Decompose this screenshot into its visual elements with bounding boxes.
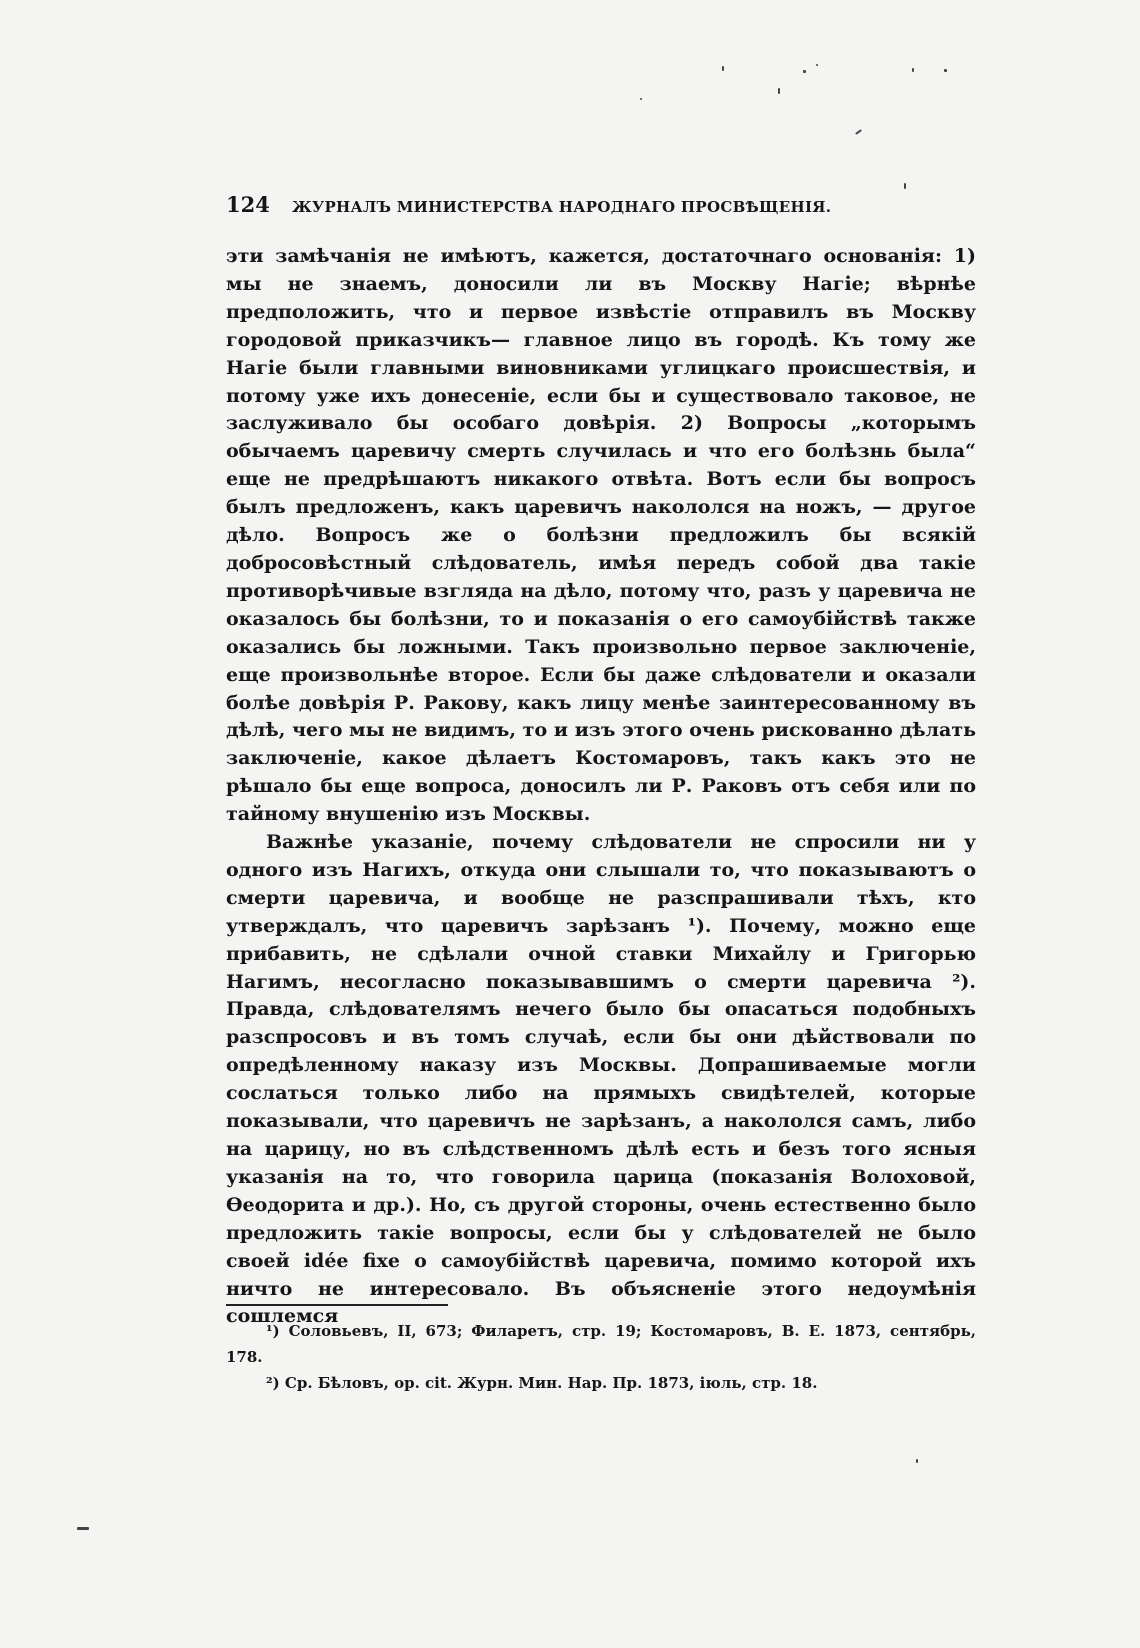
page-number: 124 bbox=[226, 192, 270, 217]
scan-speck bbox=[77, 1527, 89, 1530]
scan-speck bbox=[816, 64, 818, 66]
page-header bbox=[226, 192, 976, 217]
scan-speck bbox=[916, 1459, 918, 1463]
footnote-1: ¹) Соловьевъ, II, 673; Филаретъ, стр. 19; Костомаровъ, В. Е. 1873, сентябрь, 178. bbox=[226, 1322, 976, 1366]
paragraph-2: Важнѣе указаніе, почему слѣдователи не спросили ни у одного изъ Нагихъ, откуда они слышали то, что показываютъ о смерти царевича, и вообще не разспрашивали тѣхъ, кто утверждалъ, что царевичъ зарѣзанъ ¹). Почему, можно еще прибавить, не сдѣлали очной ставки Михайлу и Григорью Нагимъ, несогласно показывавшимъ о смерти царевича ²). Правда, слѣдователямъ нечего было бы опасаться подобныхъ разспросовъ и въ томъ случаѣ, если бы они дѣйствовали по опредѣленному наказу изъ Москвы. Допрашиваемые могли сослаться только либо на прямыхъ свидѣтелей, которые показывали, что царевичъ не зарѣзанъ, а накололся самъ, либо на царицу, но въ слѣдственномъ дѣлѣ есть и безъ того ясныя указанія на то, что говорила царица (показанія Волоховой, Ѳеодорита и др.). Но, съ другой стороны, очень естественно было предложить такіе вопросы, если бы у слѣдователей не было своей idée fixe о самоубійствѣ царевича, помимо которой ихъ ничто не интересовало. Въ объясненіе этого недоумѣнія сошлемся bbox=[226, 831, 976, 1328]
footnote-divider bbox=[226, 1304, 448, 1306]
scan-speck bbox=[722, 66, 724, 71]
scan-speck bbox=[640, 98, 642, 100]
scan-speck bbox=[944, 69, 947, 72]
scan-speck bbox=[904, 183, 906, 189]
footnote-2: ²) Ср. Бѣловъ, op. cit. Журн. Мин. Нар. Пр. 1873, іюль, стр. 18. bbox=[266, 1374, 818, 1392]
paragraph-1: эти замѣчанія не имѣютъ, кажется, достаточнаго основанія: 1) мы не знаемъ, доносили ли въ Москву Нагіе; вѣрнѣе предположить, что и первое извѣстіе отправилъ въ Москву городовой приказчикъ— главное лицо въ городѣ. Къ тому же Нагіе были главными виновниками углицкаго происшествія, и потому уже ихъ донесеніе, если бы и существовало таковое, не заслуживало бы особаго довѣрія. 2) Вопросы „которымъ обычаемъ царевичу смерть случилась и что его болѣзнь была“ еще не предрѣшаютъ никакого отвѣта. Вотъ если бы вопросъ былъ предложенъ, какъ царевичъ накололся на ножъ, — другое дѣло. Вопросъ же о болѣзни предложилъ бы всякій добросовѣстный слѣдователь, имѣя передъ собой два такіе противорѣчивые взгляда на дѣло, потому что, разъ у царевича не оказалось бы болѣзни, то и показанія о его самоубійствѣ также оказались бы ложными. Такъ произвольно первое заключеніе, еще произвольнѣе второе. Если бы даже слѣдователи и оказали болѣе довѣрія Р. Ракову, какъ лицу менѣе заинтересованному въ дѣлѣ, чего мы не видимъ, то и изъ этого очень рискованно дѣлать заключеніе, какое дѣлаетъ Костомаровъ, такъ какъ это не рѣшало бы еще вопроса, доносилъ ли Р. Раковъ отъ себя или по тайному внушенію изъ Москвы. bbox=[226, 245, 976, 826]
running-title: ЖУРНАЛЪ МИНИСТЕРСТВА НАРОДНАГО ПРОСВѢЩЕНІЯ. bbox=[292, 198, 832, 216]
scan-speck bbox=[855, 129, 862, 135]
scan-speck bbox=[912, 68, 914, 72]
body-text bbox=[226, 243, 976, 1331]
scan-speck bbox=[803, 70, 806, 73]
scan-speck bbox=[778, 88, 780, 94]
footnotes bbox=[226, 1318, 976, 1396]
